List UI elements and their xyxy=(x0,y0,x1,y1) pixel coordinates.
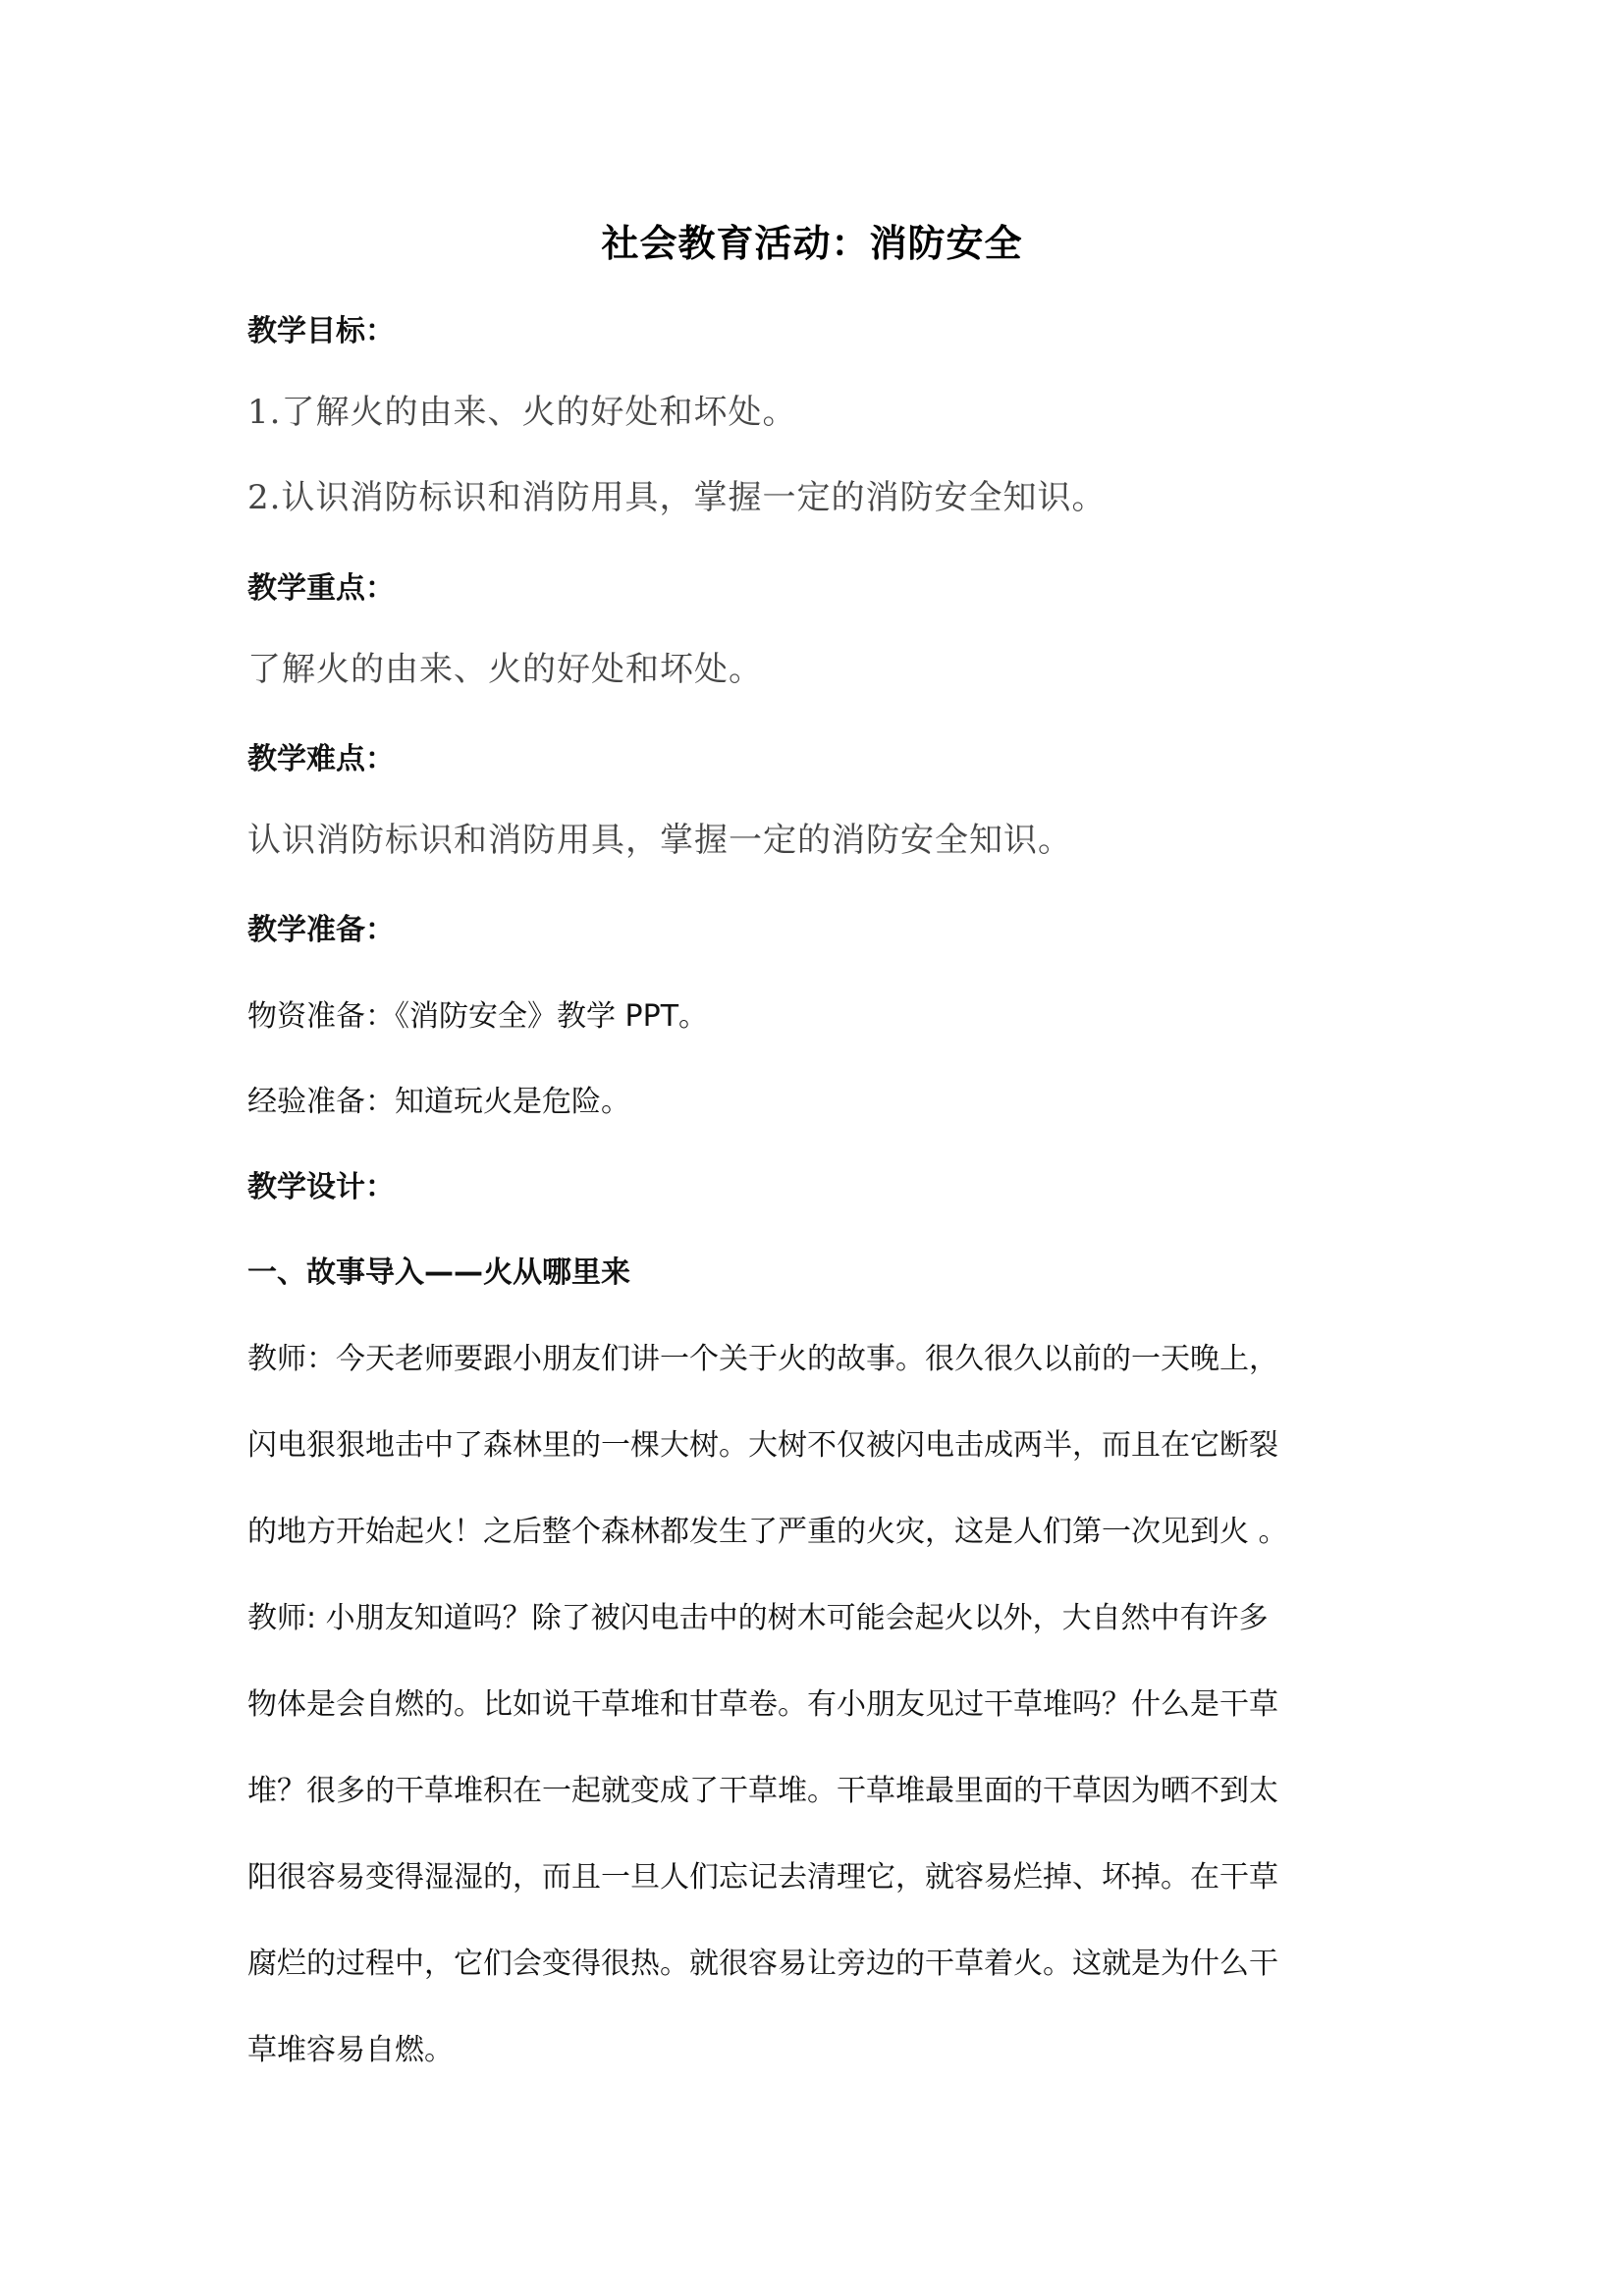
difficulty-text: 认识消防标识和消防用具，掌握一定的消防安全知识。 xyxy=(247,821,1072,860)
difficulty-heading: 教学难点： xyxy=(247,742,395,776)
goal-item-2: 2.认识消防标识和消防用具，掌握一定的消防安全知识。 xyxy=(247,478,1107,517)
paragraph-line: 物体是会自燃的。比如说干草堆和甘草卷。有小朋友见过干草堆吗？什么是干草 xyxy=(247,1687,1278,1722)
goals-heading: 教学目标： xyxy=(247,314,395,348)
design-heading: 教学设计： xyxy=(247,1170,395,1204)
paragraph-line: 腐烂的过程中，它们会变得很热。就很容易让旁边的干草着火。这就是为什么干 xyxy=(247,1947,1278,1981)
preparation-heading: 教学准备： xyxy=(247,913,395,947)
paragraph-line: 的地方开始起火！之后整个森林都发生了严重的火灾，这是人们第一次见到火 。 xyxy=(247,1515,1288,1549)
paragraph-line: 阳很容易变得湿湿的，而且一旦人们忘记去清理它，就容易烂掉、坏掉。在干草 xyxy=(247,1860,1278,1895)
story-paragraph-1 xyxy=(247,1338,1386,1597)
goal-item-1: 1.了解火的由来、火的好处和坏处。 xyxy=(247,393,797,432)
paragraph-line: 教师：今天老师要跟小朋友们讲一个关于火的故事。很久很久以前的一天晚上， xyxy=(247,1342,1278,1376)
preparation-experience: 经验准备：知道玩火是危险。 xyxy=(247,1085,630,1119)
key-point-heading: 教学重点： xyxy=(247,571,395,606)
part1-heading: 一、故事导入——火从哪里来 xyxy=(247,1255,630,1290)
key-point-text: 了解火的由来、火的好处和坏处。 xyxy=(247,650,763,689)
paragraph-line: 教师: 小朋友知道吗？除了被闪电击中的树木可能会起火以外，大自然中有许多 xyxy=(247,1601,1269,1635)
document-title: 社会教育活动：消防安全 xyxy=(601,222,1023,265)
paragraph-line: 草堆容易自燃。 xyxy=(247,2033,454,2067)
paragraph-line: 闪电狠狠地击中了森林里的一棵大树。大树不仅被闪电击成两半，而且在它断裂 xyxy=(247,1428,1278,1463)
paragraph-line: 堆？很多的干草堆积在一起就变成了干草堆。干草堆最里面的干草因为晒不到太 xyxy=(247,1774,1278,1808)
story-paragraph-2 xyxy=(247,1597,1386,2115)
preparation-material: 物资准备：《消防安全》教学 PPT。 xyxy=(247,999,709,1034)
